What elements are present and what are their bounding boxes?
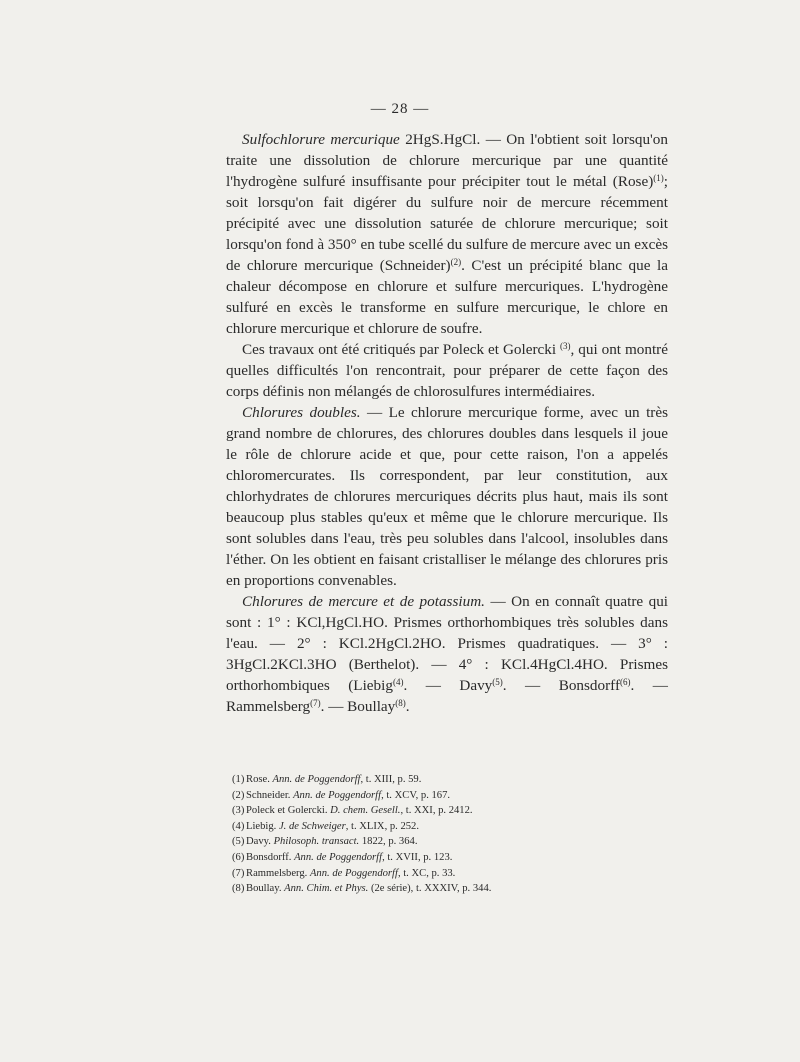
footnote-text: , t. XCV, p. 167. [381,789,451,801]
paragraph [226,402,668,591]
body-text [226,129,668,717]
footnote-number: (3) [232,805,245,817]
footnote [232,803,632,819]
footnote [232,881,632,897]
footnote-ref: (6) [620,677,631,687]
footnote-number: (1) [232,774,245,785]
footnote-ref: (2) [450,257,462,267]
footnote-source-title: Ann. de Poggendorff [309,867,398,879]
paragraph [226,591,668,717]
text-run: . — Boullay [320,698,396,715]
footnote-ref: (1) [653,173,664,183]
footnote [232,866,632,882]
footnote-source-title: Ann. Chim. et Phys. [284,883,369,895]
footnote [232,850,632,866]
footnote-text: Davy. [246,836,274,848]
footnote-text: Schneider. [246,789,294,801]
footnote-number: (7) [232,867,245,879]
paragraph [226,129,668,339]
footnote-text: , t. XVII, p. 123. [382,851,453,863]
footnote-source-title: Ann. de Poggendorff [272,774,361,785]
text-run: . [405,698,410,715]
footnote-text: , t. XC, p. 33. [397,867,456,879]
footnote-number: (4) [232,820,245,832]
footnote-text: Boullay. [246,883,285,895]
footnote [232,788,632,804]
footnote-text: Rammelsberg. [246,867,310,879]
footnote-ref: (7) [310,698,321,708]
text-run: — Le chlorure mercurique forme, avec un très grand nombre de chlorures, des chlorures doubles dans lesquels il joue le rôle de chlorure acide et que, pour cette raison, l'on a appelés chloromercurates. Ils correspondent, par leur constitution, aux chlorhydrates de chlorures mercuriques décrits plus haut, mais ils sont beaucoup plus stables qu'eux et même que le chlorure mercurique. Ils sont solubles dans l'eau, très peu solubles dans l'alcool, insolubles dans l'éther. On les obtient en faisant cristalliser le mélange des chlorures pris en proportions convenables. [226,404,668,589]
footnote-number: (6) [232,851,245,863]
footnote-source-title: Ann. de Poggendorff [294,851,383,863]
footnote-text: Poleck et Golercki. [246,805,331,817]
paragraph [226,339,668,402]
footnote-ref: (3) [560,341,571,351]
footnote-number: (5) [232,836,245,848]
footnote-text: , t. XIII, p. 59. [360,774,422,785]
footnote-text: , t. XLIX, p. 252. [345,820,420,832]
footnote-text: , t. XXI, p. 2412. [400,805,473,817]
footnote-source-title: Ann. de Poggendorff [293,789,382,801]
text-run: ; soit lorsqu'on fait digérer du sulfure noir de mercure récemment précipité avec une dissolution saturée de chlorure mercurique; soit lorsqu'on fond à 350° en tube scellé du sulfure de mercure avec un excès de chlorure mercurique (Schneider) [226,173,668,274]
footnote-text: (2e série), t. XXXIV, p. 344. [368,883,492,895]
paragraph-heading: Sulfochlorure mercurique [242,131,400,148]
page-number: — 28 — [370,101,430,117]
text-run: . — Rammelsberg [226,677,668,715]
footnote-text: Bonsdorff. [246,851,295,863]
text-run: Ces travaux ont été critiqués par Poleck et Golercki [242,341,561,358]
footnote [232,772,632,788]
footnote-text: Liebig. [246,820,279,832]
footnote-text: Rose. [246,774,273,785]
footnote-ref: (4) [392,677,404,687]
footnote [232,834,632,850]
text-run: . — Davy [403,677,493,694]
text-run: — On en connaît quatre qui sont : 1° : KCl,HgCl.HO. Prismes orthorhombiques très solubles dans l'eau. — 2° : KCl.2HgCl.2HO. Prismes quadratiques. — 3° : 3HgCl.2KCl.3HO (Berthelot). — 4° : KCl.4HgCl.4HO. Prismes orthorhombiques (Liebig [226,593,669,694]
text-run: . — Bonsdorff [502,677,621,694]
footnote-source-title: D. chem. Gesell. [330,805,401,817]
paragraph-heading: Chlorures doubles. [242,404,361,421]
footnote-source-title: J. de Schweiger [278,820,346,832]
footnote [232,819,632,835]
footnote-ref: (8) [395,698,406,708]
footnotes [232,772,632,897]
paragraph-heading: Chlorures de mercure et de potassium. [242,593,485,610]
text-run: . C'est un précipité blanc que la chaleur décompose en chlorure et sulfure mercuriques. L'hydrogène sulfuré en excès le transforme en sulfure mercurique, le chlore en chlorure mercurique et chlorure de soufre. [226,257,668,337]
footnote-ref: (5) [492,677,503,687]
footnote-number: (8) [232,883,245,895]
text-run: 2HgS.HgCl. — On l'obtient soit lorsqu'on traite une dissolution de chlorure mercurique par une quantité l'hydrogène sulfuré insuffisante pour précipiter tout le métal (Rose) [226,131,668,190]
text-run: , qui ont montré quelles difficultés l'on rencontrait, pour préparer de cette façon des corps définis non mélangés de chlorosulfures intermédiaires. [226,341,668,400]
footnote-number: (2) [232,789,245,801]
footnote-text: 1822, p. 364. [359,836,418,848]
footnote-source-title: Philosoph. transact. [273,836,360,848]
